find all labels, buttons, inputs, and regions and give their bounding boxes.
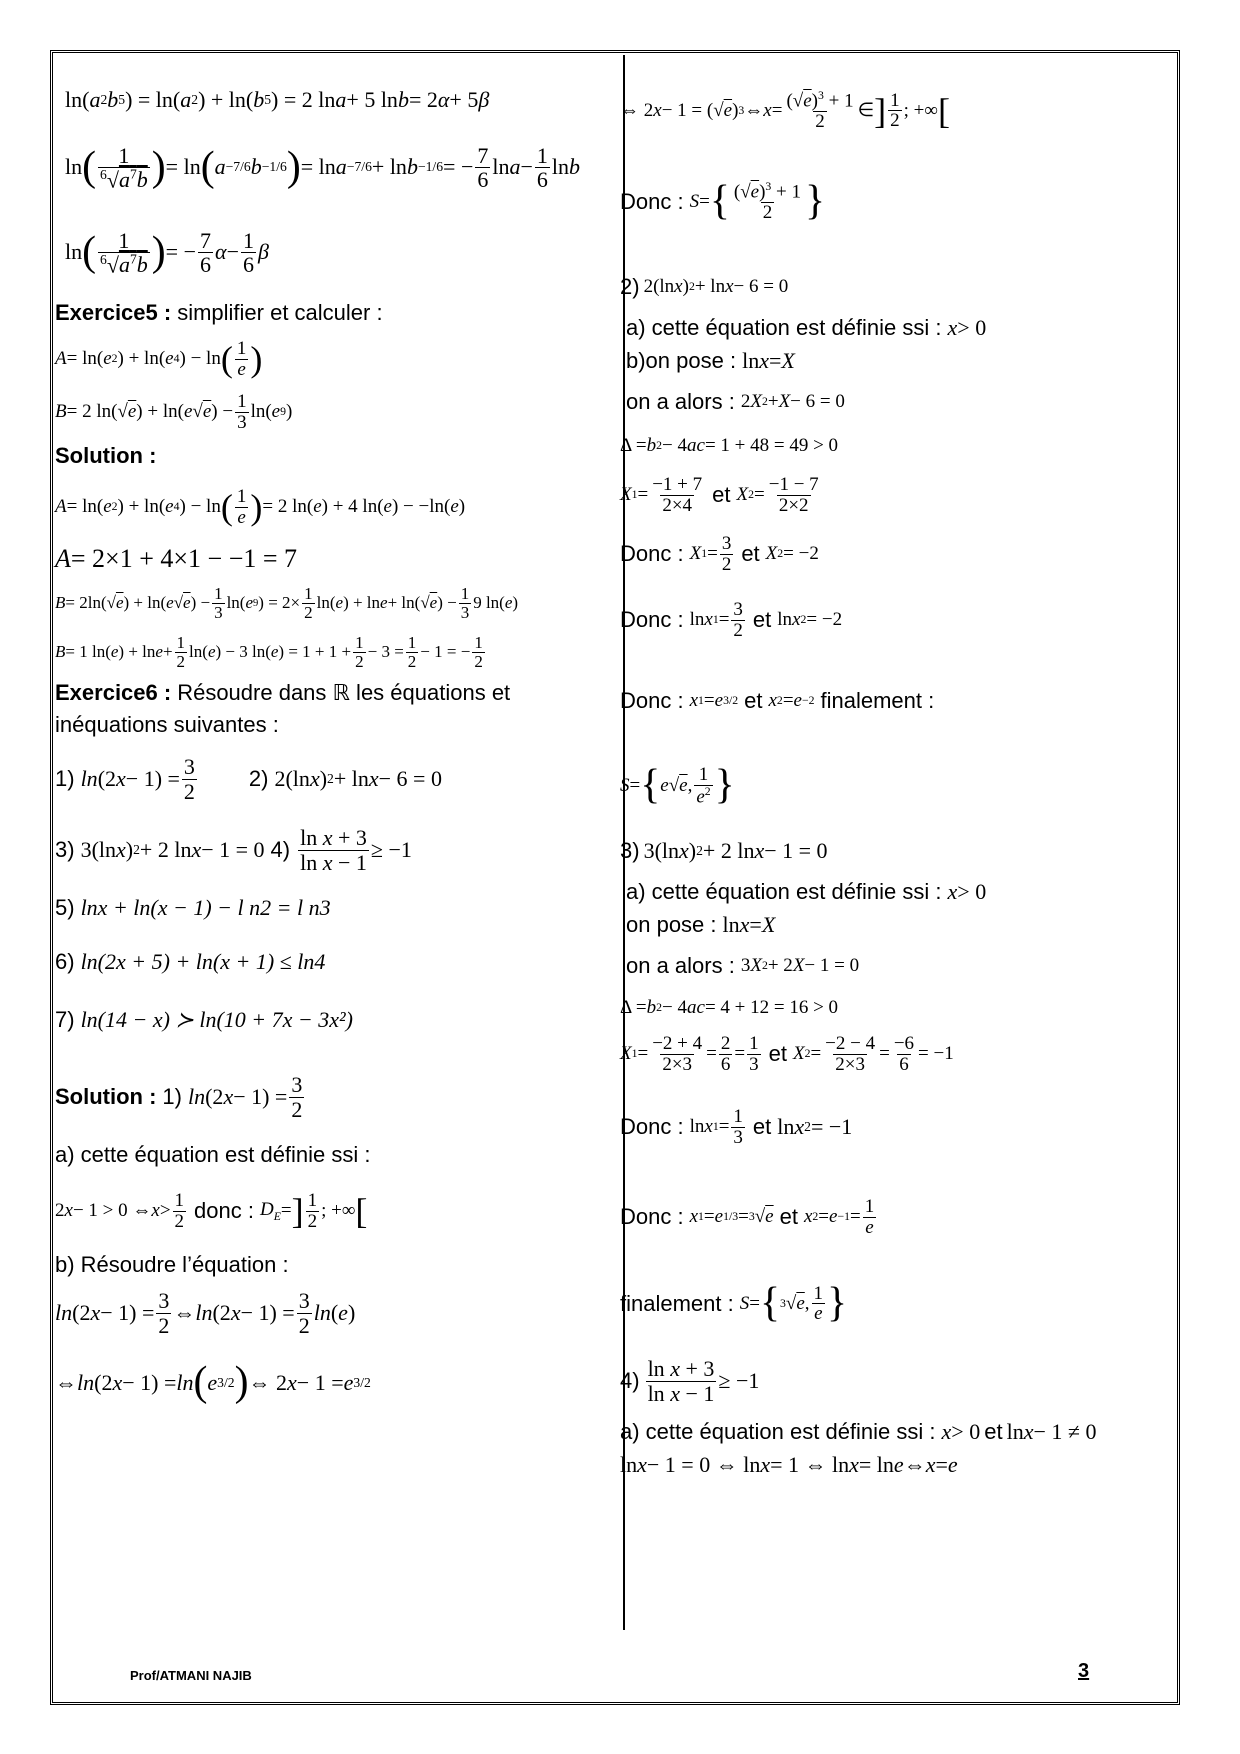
q3-x-values: Donc : x 1 = e 1/3 = 3 √ e et x 2 = e −1 = $\frac{1}{e}$ [620,1195,875,1238]
q2-quadratic: on a alors : 2 X 2 + X − 6 = 0 [626,389,845,414]
donc-1: Donc : [620,189,684,214]
question-3-label: 3) [620,838,640,863]
equations-1-2: 1) ln (2 x − 1) = $\frac{3}{2}$ 2) 2(ln x ) 2 + ln x − 6 = 0 [55,754,442,804]
formula-B-def: B = 2 ln(√ e ) + ln( e √ e ) − $\frac{1}{3}$ ln( e 9 ) [55,390,293,433]
item-4-label: 4) [270,837,291,862]
donc-6: Donc : [620,1204,684,1229]
formula-B-result: B = 1 ln( e ) + ln e + $\frac{1}{2}$ ln( e ) − 3 ln( e ) = 1 + 1 + $\frac{1}{2}$ − 3 = $\frac{1}{2}$ − 1 = − $\frac{1}{2}$ [55,632,483,671]
q3-pose: on pose : ln x = X [626,912,776,937]
et-5: et [768,1041,787,1066]
solution-1-step2: ⇔ ln (2 x − 1) = ln ( e 3/2 ) ⇔ 2 x − 1 = e 3/2 [55,1359,371,1406]
solution-1-solve-text [55,1247,615,1283]
exercise6-heading [55,677,615,709]
donc-label: donc : [194,1198,254,1223]
author-footer: Prof/ATMANI NAJIB [130,1668,252,1683]
formula-ln-a2b5: ln( a 2 b 5 ) = ln( a 2 ) + ln( b 5 ) = 2 ln a + 5 ln b = 2 α + 5 β [65,87,490,112]
et-1: et [712,482,731,507]
exercise5-title: Exercice5 : [55,300,172,325]
finalement-1: finalement : [820,688,935,713]
q4-condition: ln x − 1 = 0 ⇔ ln x = 1 ⇔ ln x = ln e ⇔ x = e [620,1452,958,1477]
solution-1-heading: Solution : 1) ln (2 x − 1) = $\frac{3}{2}$ [55,1072,303,1122]
q3-delta: Δ = b 2 − 4 ac = 4 + 12 = 16 > 0 [620,997,839,1018]
item-2-label: 2) [248,766,269,791]
q2-pose-text: b)on pose : [626,348,737,373]
q2-roots-values: Donc : X 1 = $\frac{3}{2}$ et X 2 = −2 [620,532,819,575]
item-5-label: 5) [55,895,75,920]
q2-defined-text: a) cette équation est définie ssi : [626,315,942,340]
et-4: et [744,688,763,713]
equation-7: 7) ln(14 − x) ≻ ln(10 + 7x − 3x²) [55,1007,353,1032]
q4-defined-text: a) cette équation est définie ssi : [620,1419,936,1444]
solution-1-number: 1) [162,1084,182,1109]
solution-1-step3: ⇔ 2 x − 1 = (√ e ) 3 ⇔ x = $\frac{(√e)^3 + 1}{2}$ ∈ ] $\frac{1}{2}$ ; +∞ [ [620,88,950,133]
exercise6-text2: inéquations suivantes : [55,712,279,737]
solution-1-domain-text [55,1135,615,1175]
item-1-label: 1) [55,766,75,791]
q3-alors-text: on a alors : [626,953,735,978]
exercise6-text: Résoudre dans ℝ les équations et [177,680,511,705]
q2-set: S = { e √ e , $\frac{1}{e^2}$ } [620,762,735,809]
right-column [620,70,1180,1482]
q3-domain: a) cette équation est définie ssi : x > 0 [626,879,987,904]
definition-text: a) cette équation est définie ssi : [55,1142,371,1167]
formula-ln-root-result: ln ( $\frac{1}{^6√a^7b}$ ) = − $\frac{7}{6}$ α − $\frac{1}{6}$ β [65,227,269,278]
item-6-label: 6) [55,949,75,974]
formula-B-calc: B = 2ln(√ e ) + ln( e √ e ) − $\frac{1}{3}$ ln( e 9 ) = 2× $\frac{1}{2}$ ln( e ) + ln e + ln(√ e ) − $\frac{1}{3}$ 9 ln( e ) [55,583,519,622]
q3-defined-text: a) cette équation est définie ssi : [626,879,942,904]
et-2: et [741,541,760,566]
et-7: et [779,1204,798,1229]
question-2-label: 2) [620,274,640,299]
question-2: 2) 2(ln x ) 2 + ln x − 6 = 0 [620,274,789,299]
et-8: et [984,1419,1003,1444]
q2-alors-text: on a alors : [626,389,735,414]
q2-pose: b)on pose : ln x = X [626,348,795,373]
q3-set: finalement : S = { 3 √ e , $\frac{1}{e}$ } [620,1280,848,1327]
item-3-label: 3) [55,837,75,862]
solution-1-step1: ln (2 x − 1) = $\frac{3}{2}$ ⇔ ln (2 x − 1) = $\frac{3}{2}$ ln ( e ) [55,1288,356,1338]
q3-ln-values: Donc : ln x 1 = $\frac{1}{3}$ et ln x 2 = −1 [620,1105,853,1148]
finalement-2: finalement : [620,1291,734,1316]
q2-domain: a) cette équation est définie ssi : x > 0 [626,315,987,340]
donc-5: Donc : [620,1114,684,1139]
solution-1-set: Donc : S = { $\frac{(√e)^3 + 1}{2}$ } [620,178,826,225]
q2-x-values: Donc : x 1 = e 3/2 et x 2 = e −2 finalement : [620,688,935,713]
question-3: 3) 3(ln x ) 2 + 2 ln x − 1 = 0 [620,838,828,863]
et-6: et [752,1114,772,1139]
donc-2: Donc : [620,541,684,566]
donc-4: Donc : [620,688,684,713]
solution-title: Solution : [55,443,157,468]
question-4-label: 4) [620,1368,640,1393]
formula-A-calc: A = ln( e 2 ) + ln( e 4 ) − ln ( $\frac{1}{e}$ ) = 2 ln( e ) + 4 ln( e ) − −ln( e ) [55,485,466,528]
page-number: 3 [1078,1660,1090,1682]
q3-roots: X 1 = $\frac{-2 + 4}{2\times 3}$ = $\frac{2}{6}$ = $\frac{1}{3}$ et X 2 = $\frac{-2 - 4}{2\times 3}$ = $\frac{-6}{6}$ = −1 [620,1032,954,1075]
equations-3-4: 3) 3(ln x ) 2 + 2 ln x − 1 = 0 4) $\frac{\text{ln x + 3}}{\text{ln x − 1}}$ ≥ −1 [55,825,412,875]
exercise5-heading [55,295,615,331]
donc-3: Donc : [620,607,684,632]
solution-heading [55,437,615,475]
exercise5-text: simplifier et calculer : [177,300,383,325]
q2-ln-values: Donc : ln x 1 = $\frac{3}{2}$ et ln x 2 = −2 [620,598,843,641]
equation-6: 6) ln(2x + 5) + ln(x + 1) ≤ ln4 [55,949,326,974]
question-4: 4) $\frac{\text{ln x + 3}}{\text{ln x − 1}}$ ≥ −1 [620,1356,760,1406]
equation-5: 5) lnx + ln(x − 1) − l n2 = l n3 [55,895,331,920]
q3-quadratic: on a alors : 3 X 2 + 2 X − 1 = 0 [626,953,860,978]
q3-pose-text: on pose : [626,912,717,937]
exercise6-title: Exercice6 : [55,680,172,705]
solve-text: b) Résoudre l’équation : [55,1252,289,1277]
exercise6-heading-line2 [55,709,615,741]
formula-A-def: A = ln( e 2 ) + ln( e 4 ) − ln ( $\frac{1}{e}$ ) [55,337,263,380]
solution-1-title: Solution : [55,1084,157,1109]
formula-ln-root: ln ( $\frac{1}{^6√a^7b}$ ) = ln ( a −7/6 b −1/6 ) = ln a −7/6 + ln b −1/6 = − $\frac{7}{6}$ ln a − $\frac{1}{6}$ ln b [65,142,581,193]
q2-roots: X 1 = $\frac{-1 + 7}{2\times 4}$ et X 2 = $\frac{-1 - 7}{2\times 2}$ [620,473,819,516]
q2-delta: Δ = b 2 − 4 ac = 1 + 48 = 49 > 0 [620,435,839,456]
left-column [55,75,615,1423]
formula-A-result: A = 2×1 + 4×1 − −1 = 7 [55,544,298,573]
item-7-label: 7) [55,1007,75,1032]
solution-1-domain: 2 x − 1 > 0 ⇔ x > $\frac{1}{2}$ donc : $D_E$ = ] $\frac{1}{2}$ ; +∞ [ [55,1189,368,1232]
q4-domain: a) cette équation est définie ssi : x > 0 et ln x − 1 ≠ 0 [620,1419,1097,1444]
et-3: et [752,607,772,632]
